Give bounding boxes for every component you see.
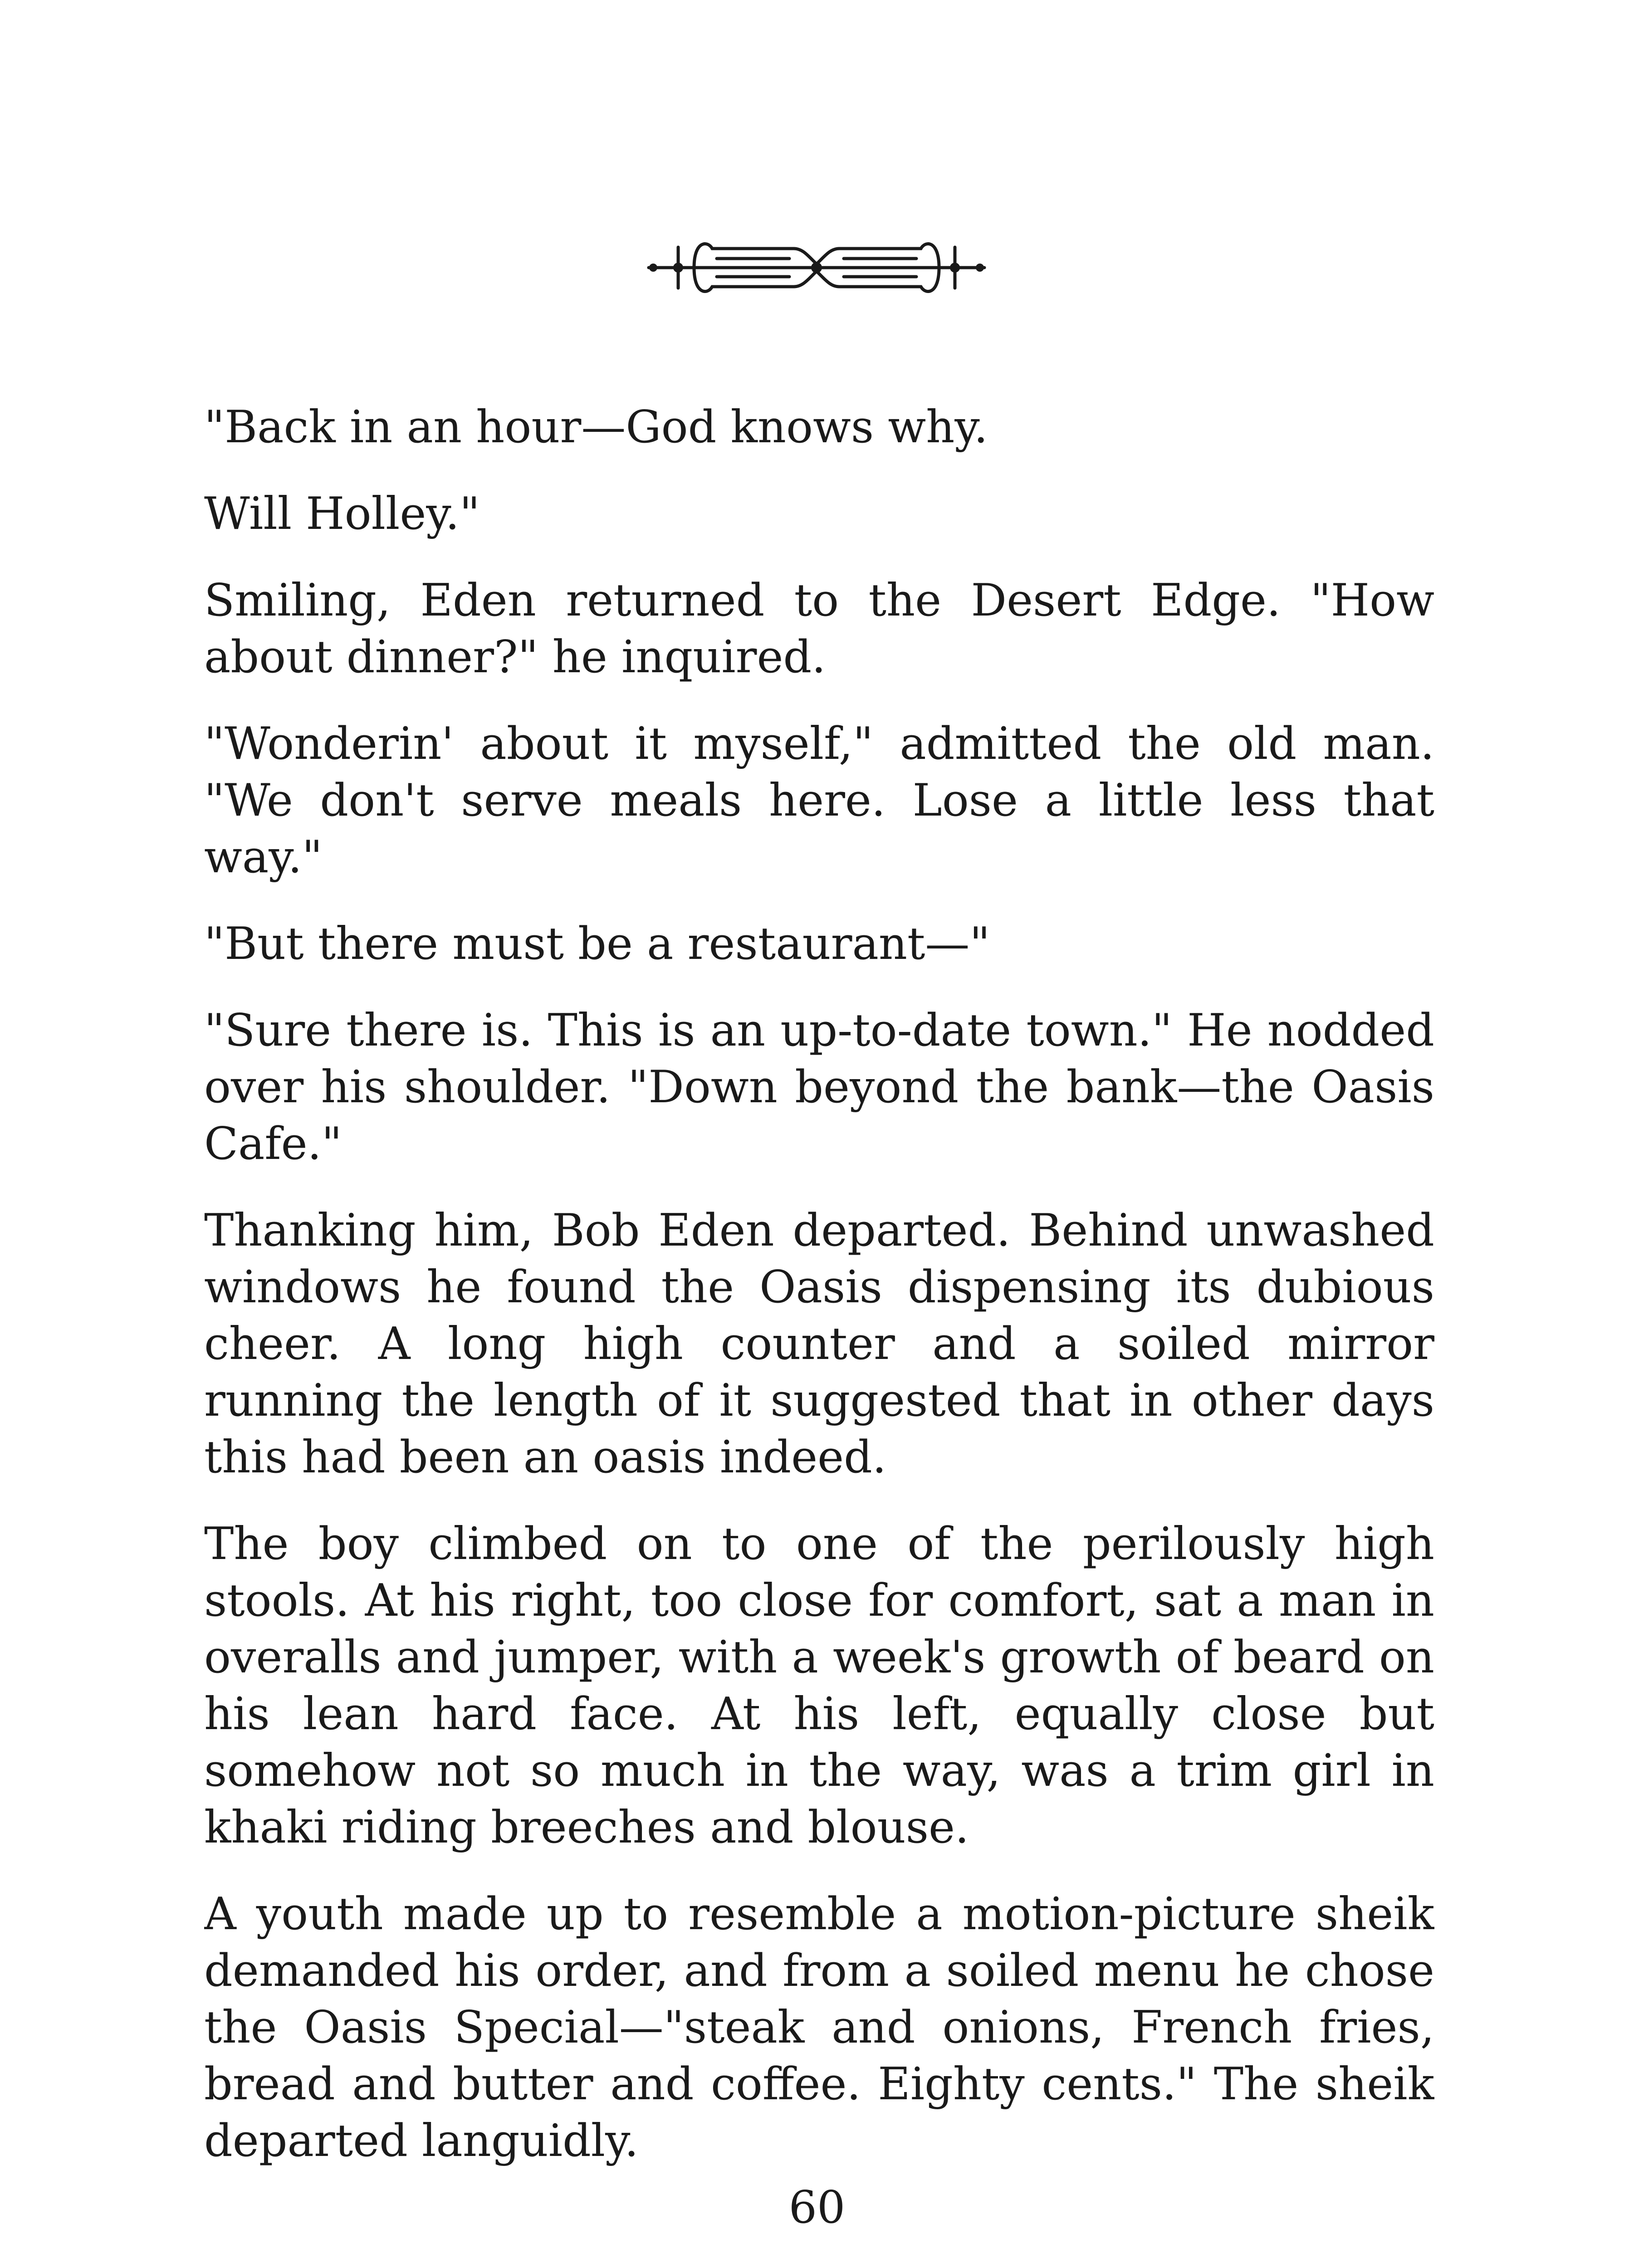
paragraph: Will Holley." [204, 488, 480, 540]
scroll-ornament-icon [640, 222, 993, 313]
paragraph: Thanking him, Bob Eden departed. Behind unwashed windows he found the Oasis dispensing its dubious cheer. A long high counter and a soiled mirror running the length of it suggested that in other days this had been an oasis indeed. [204, 1205, 1434, 1483]
body-text [204, 399, 1434, 2168]
paragraph: "Wonderin' about it myself," admitted the old man. "We don't serve meals here. Lose a little less that way." [204, 718, 1434, 883]
paragraph: "Sure there is. This is an up-to-date town." He nodded over his shoulder. "Down beyond the bank—the Oasis Cafe." [204, 1005, 1434, 1170]
paragraph: "But there must be a restaurant—" [204, 918, 990, 970]
paragraph: Smiling, Eden returned to the Desert Edge. "How about dinner?" he inquired. [204, 575, 1434, 683]
paragraph: "Back in an hour—God knows why. [204, 401, 988, 453]
paragraph: The boy climbed on to one of the perilously high stools. At his right, too close for comfort, sat a man in overalls and jumper, with a week's growth of beard on his lean hard face. At his left, equally close but somehow not so much in the way, was a trim girl in khaki riding breeches and blouse. [204, 1518, 1434, 1853]
paragraph: A youth made up to resemble a motion-picture sheik demanded his order, and from a soiled menu he chose the Oasis Special—"steak and onions, French fries, bread and butter and coffee. Eighty cents." The sheik departed languidly. [204, 1888, 1434, 2167]
page-number: 60 [788, 2182, 846, 2234]
